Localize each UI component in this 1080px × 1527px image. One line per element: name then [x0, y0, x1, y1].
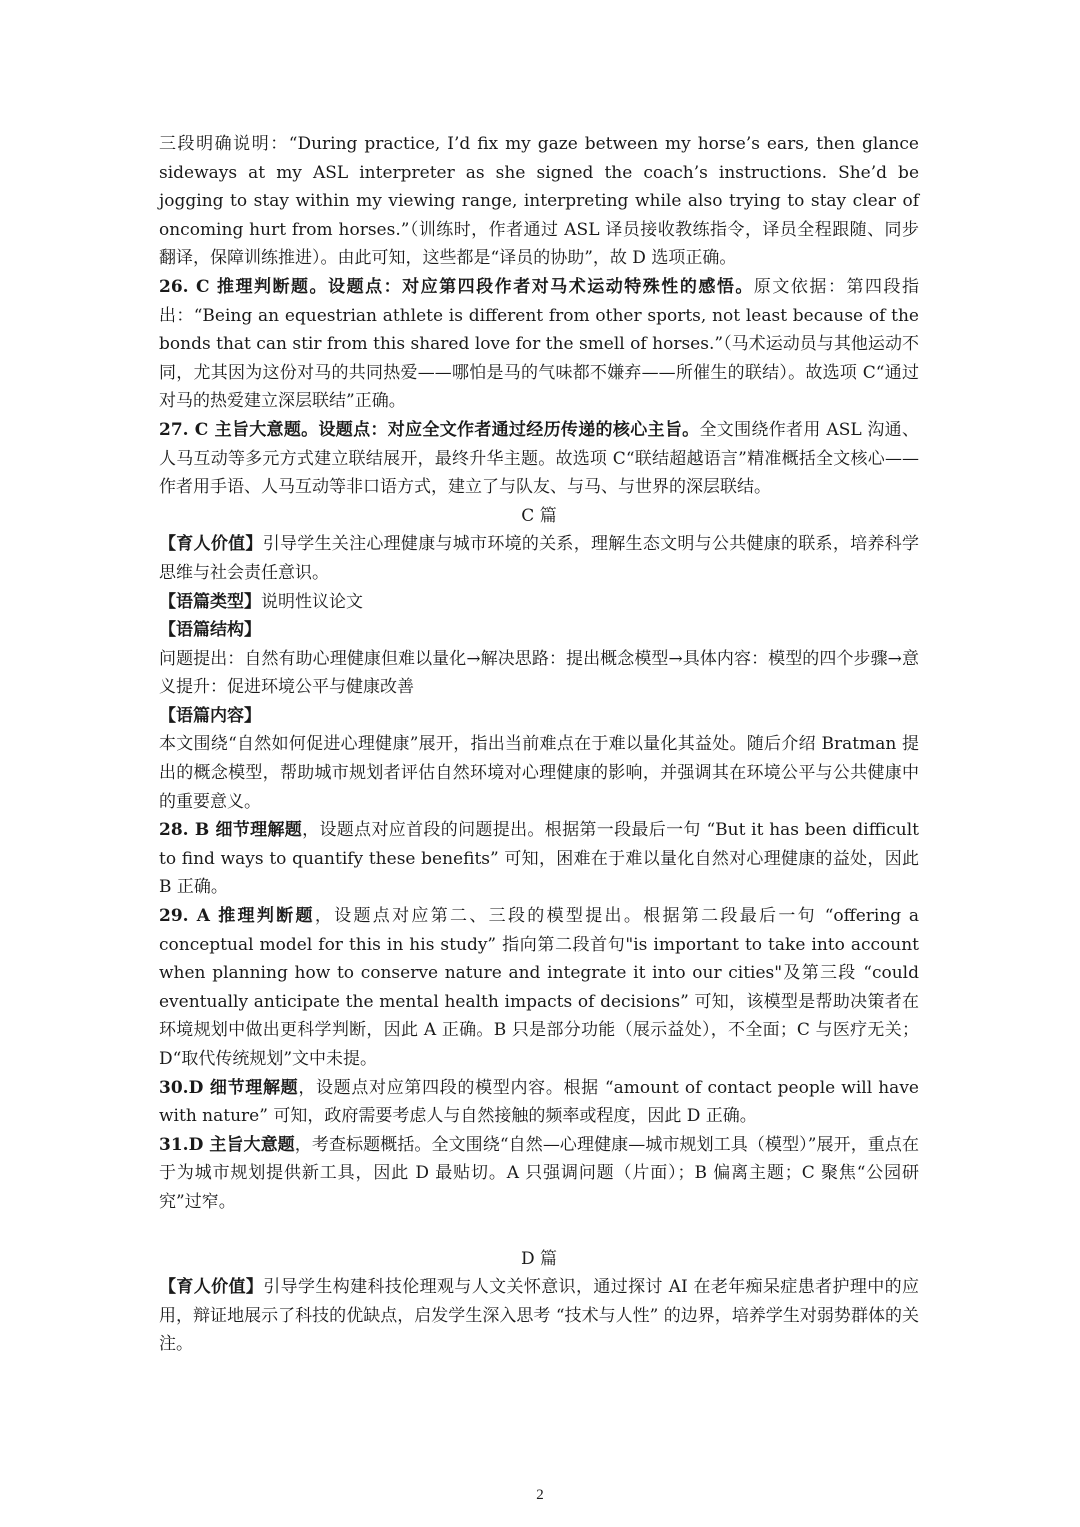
answer-29 — [159, 902, 919, 1074]
answer-31-heading: 31.D 主旨大意题 — [159, 1134, 295, 1155]
section-c-structure-text: 问题提出：自然有助心理健康但难以量化→解决思路：提出概念模型→具体内容：模型的四个步骤→意义提升：促进环境公平与健康改善 — [159, 648, 919, 698]
section-c-value — [159, 530, 919, 587]
answer-30-heading: 30.D 细节理解题 — [159, 1077, 299, 1098]
answer-26-text: 原文依据：第四段指出：“Being an equestrian athlete is different from other sports, not least because of the bonds that can stir from this shared love for the smell of horses.”（马术运动员与其他运动不同，尤其因为这份对马的共同热爱——哪怕是马的气味都不嫌弃——所催生的联结）。故选项 C“通过对马的热爱建立深层联结”正确。 — [159, 276, 920, 412]
answer-27 — [159, 416, 919, 502]
section-c-content-label: 【语篇内容】 — [159, 705, 261, 726]
answer-30 — [159, 1074, 919, 1131]
answer-27-text: 全文围绕作者用 ASL 沟通、人马互动等多元方式建立联结展开，最终升华主题。故选项 C“联结超越语言”精准概括全文核心——作者用手语、人马互动等非口语方式，建立了与队友、与马、与世界的深层联结。 — [159, 419, 919, 498]
answer-30-text: ，设题点对应第四段的模型内容。根据 “amount of contact people will have with nature” 可知，政府需要考虑人与自然接触的频率或程度，因此 D 正确。 — [159, 1077, 919, 1127]
answer-31-text: ，考查标题概括。全文围绕“自然—心理健康—城市规划工具（模型）”展开，重点在于为城市规划提供新工具，因此 D 最贴切。A 只强调问题（片面）；B 偏离主题；C 聚焦“公园研究”过窄。 — [159, 1134, 919, 1212]
section-c-value-text: 引导学生关注心理健康与城市环境的关系，理解生态文明与公共健康的联系，培养科学思维与社会责任意识。 — [159, 534, 920, 583]
section-c-type-label: 【语篇类型】 — [159, 591, 261, 612]
section-c-value-label: 【育人价值】 — [159, 534, 263, 555]
document-body — [159, 130, 919, 1359]
section-c-heading: C 篇 — [521, 505, 557, 526]
section-c-structure-label: 【语篇结构】 — [159, 620, 261, 641]
answer-31 — [159, 1131, 919, 1217]
answer-28-heading: 28. B 细节理解题 — [159, 820, 303, 841]
answer-26-heading: 26. C 推理判断题。设题点：对应第四段作者对马术运动特殊性的感悟。 — [159, 276, 754, 297]
answer-27-heading: 27. C 主旨大意题。设题点：对应全文作者通过经历传递的核心主旨。 — [159, 419, 700, 440]
section-c-type — [159, 588, 919, 617]
answer-28-text: ，设题点对应首段的问题提出。根据第一段最后一句 “But it has been difficult to find ways to quantify these benefits” 可知，困难在于难以量化自然对心理健康的益处，因此 B 正确。 — [159, 820, 919, 898]
answer-26 — [159, 273, 919, 416]
section-d-value-label: 【育人价值】 — [159, 1277, 264, 1298]
spacer — [159, 1217, 919, 1245]
answer-25-continuation: 三段明确说明：“During practice, I’d fix my gaze between my horse’s ears, then glance sideways at my ASL interpreter as she signed the coach’s instructions. She’d be jogging to stay within my viewing range, interpreting while also trying to stay clear of oncoming hurt from horses.”（训练时，作者通过 ASL 译员接收教练指令，译员全程跟随、同步翻译，保障训练推进）。由此可知，这些都是“译员的协助”，故 D 选项正确。 — [159, 134, 919, 269]
section-d-heading: D 篇 — [520, 1248, 558, 1269]
answer-29-text: ，设题点对应第二、三段的模型提出。根据第二段最后一句 “offering a conceptual model for this in his study” 指向第二段首句"is important to take into account when planning how to conserve nature and integrate it into our cities"及第三段 “could eventually anticipate the mental health impacts of decisions” 可知，该模型是帮助决策者在环境规划中做出更科学判断，因此 A 正确。B 只是部分功能（展示益处），不全面；C 与医疗无关；D“取代传统规划”文中未提。 — [159, 906, 920, 1069]
answer-28 — [159, 816, 919, 902]
section-d-value — [159, 1273, 919, 1359]
section-c-type-text: 说明性议论文 — [261, 591, 363, 612]
section-d-value-text: 引导学生构建科技伦理观与人文关怀意识，通过探讨 AI 在老年痴呆症患者护理中的应用，辩证地展示了科技的优缺点，启发学生深入思考 “技术与人性” 的边界，培养学生对弱势群体的关注。 — [159, 1277, 919, 1355]
page-number: 2 — [536, 1487, 544, 1503]
answer-29-heading: 29. A 推理判断题 — [159, 906, 315, 927]
section-c-content-text: 本文围绕“自然如何促进心理健康”展开，指出当前难点在于难以量化其益处。随后介绍 Bratman 提出的概念模型，帮助城市规划者评估自然环境对心理健康的影响，并强调其在环境公平与公共健康中的重要意义。 — [159, 734, 919, 812]
